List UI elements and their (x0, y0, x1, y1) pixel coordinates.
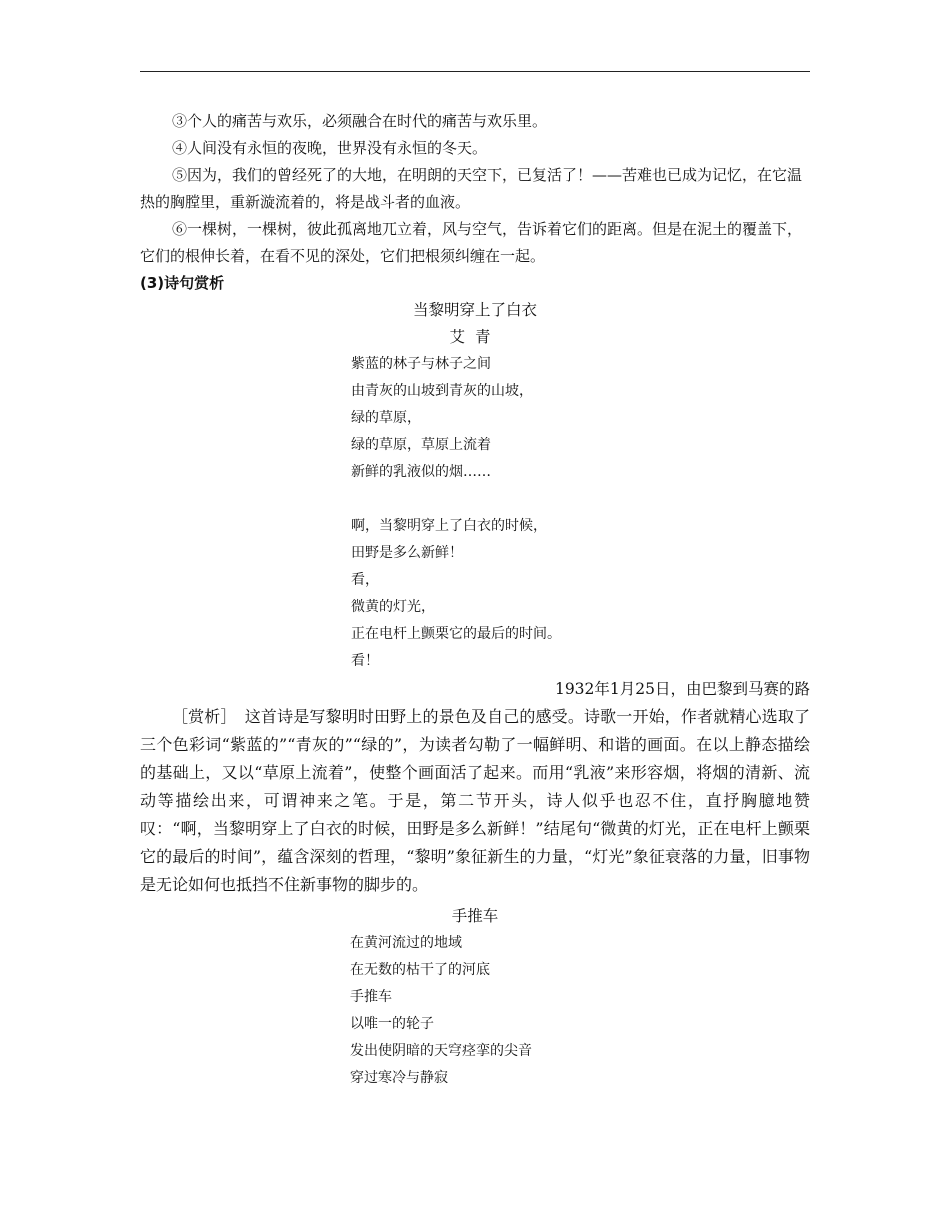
poem-line: 正在电杆上颤栗它的最后的时间。 (351, 626, 561, 642)
poem2-body (140, 930, 810, 1092)
poem-line: 紫蓝的林子与林子之间 (351, 356, 491, 372)
sentence-4: ④人间没有永恒的夜晚，世界没有永恒的冬天。 (172, 139, 488, 157)
poem-title: 当黎明穿上了白衣 (412, 301, 537, 319)
sentence-3: ③个人的痛苦与欢乐，必须融合在时代的痛苦与欢乐里。 (172, 112, 548, 130)
page-content (140, 108, 810, 1092)
poem2-line: 在无数的枯干了的河底 (350, 962, 490, 978)
poem-line: 绿的草原，草原上流着 (351, 437, 491, 453)
poem2-title: 手推车 (451, 907, 499, 925)
sentence-5: ⑤因为，我们的曾经死了的大地，在明朗的天空下，已复活了！——苦难也已成为记忆，在它温热的胸膛里，重新漩流着的，将是战斗者的血液。 (140, 166, 803, 211)
poem-line: 新鲜的乳液似的烟…… (351, 464, 491, 480)
poem-line: 啊，当黎明穿上了白衣的时候， (351, 518, 547, 534)
poem2-line: 手推车 (350, 989, 392, 1005)
poem-line: 田野是多么新鲜！ (351, 545, 463, 561)
poem-line: 看， (351, 572, 379, 588)
poem2-line: 发出使阴暗的天穹痉挛的尖音 (350, 1043, 532, 1059)
analysis-paragraph: ［赏析］ 这首诗是写黎明时田野上的景色及自己的感受。诗歌一开始，作者就精心选取了三个色彩词“紫蓝的”“青灰的”“绿的”，为读者勾勒了一幅鲜明、和谐的画面。在以上静态描绘的基础上，又以“草原上流着”，使整个画面活了起来。而用“乳液”来形容烟，将烟的清新、流动等描绘出来，可谓神来之笔。于是，第二节开头，诗人似乎也忍不住，直抒胸臆地赞叹：“啊，当黎明穿上了白衣的时候，田野是多么新鲜！”结尾句“微黄的灯光，正在电杆上颤栗它的最后的时间”，蕴含深刻的哲理，“黎明”象征新生的力量，“灯光”象征衰落的力量，旧事物是无论如何也抵挡不住新事物的脚步的。 (140, 707, 810, 894)
poem2-line: 以唯一的轮子 (350, 1016, 434, 1032)
poem2-line: 在黄河流过的地域 (350, 935, 462, 951)
stanza-break (351, 486, 810, 513)
poem2-line: 穿过寒冷与静寂 (350, 1070, 448, 1086)
poem-date: 1932年1月25日，由巴黎到马赛的路 (554, 680, 810, 698)
section-title: (3)诗句赏析 (140, 274, 225, 292)
header-rule (140, 71, 810, 72)
poem-line: 由青灰的山坡到青灰的山坡， (351, 383, 533, 399)
poem-line: 绿的草原， (351, 410, 421, 426)
poem-author: 艾青 (449, 328, 501, 346)
poem-line: 微黄的灯光， (351, 599, 435, 615)
poem-line: 看！ (351, 653, 379, 669)
poem-body (140, 351, 810, 675)
sentence-6: ⑥一棵树，一棵树，彼此孤离地兀立着，风与空气，告诉着它们的距离。但是在泥土的覆盖下，它们的根伸长着，在看不见的深处，它们把根须纠缠在一起。 (140, 220, 803, 265)
